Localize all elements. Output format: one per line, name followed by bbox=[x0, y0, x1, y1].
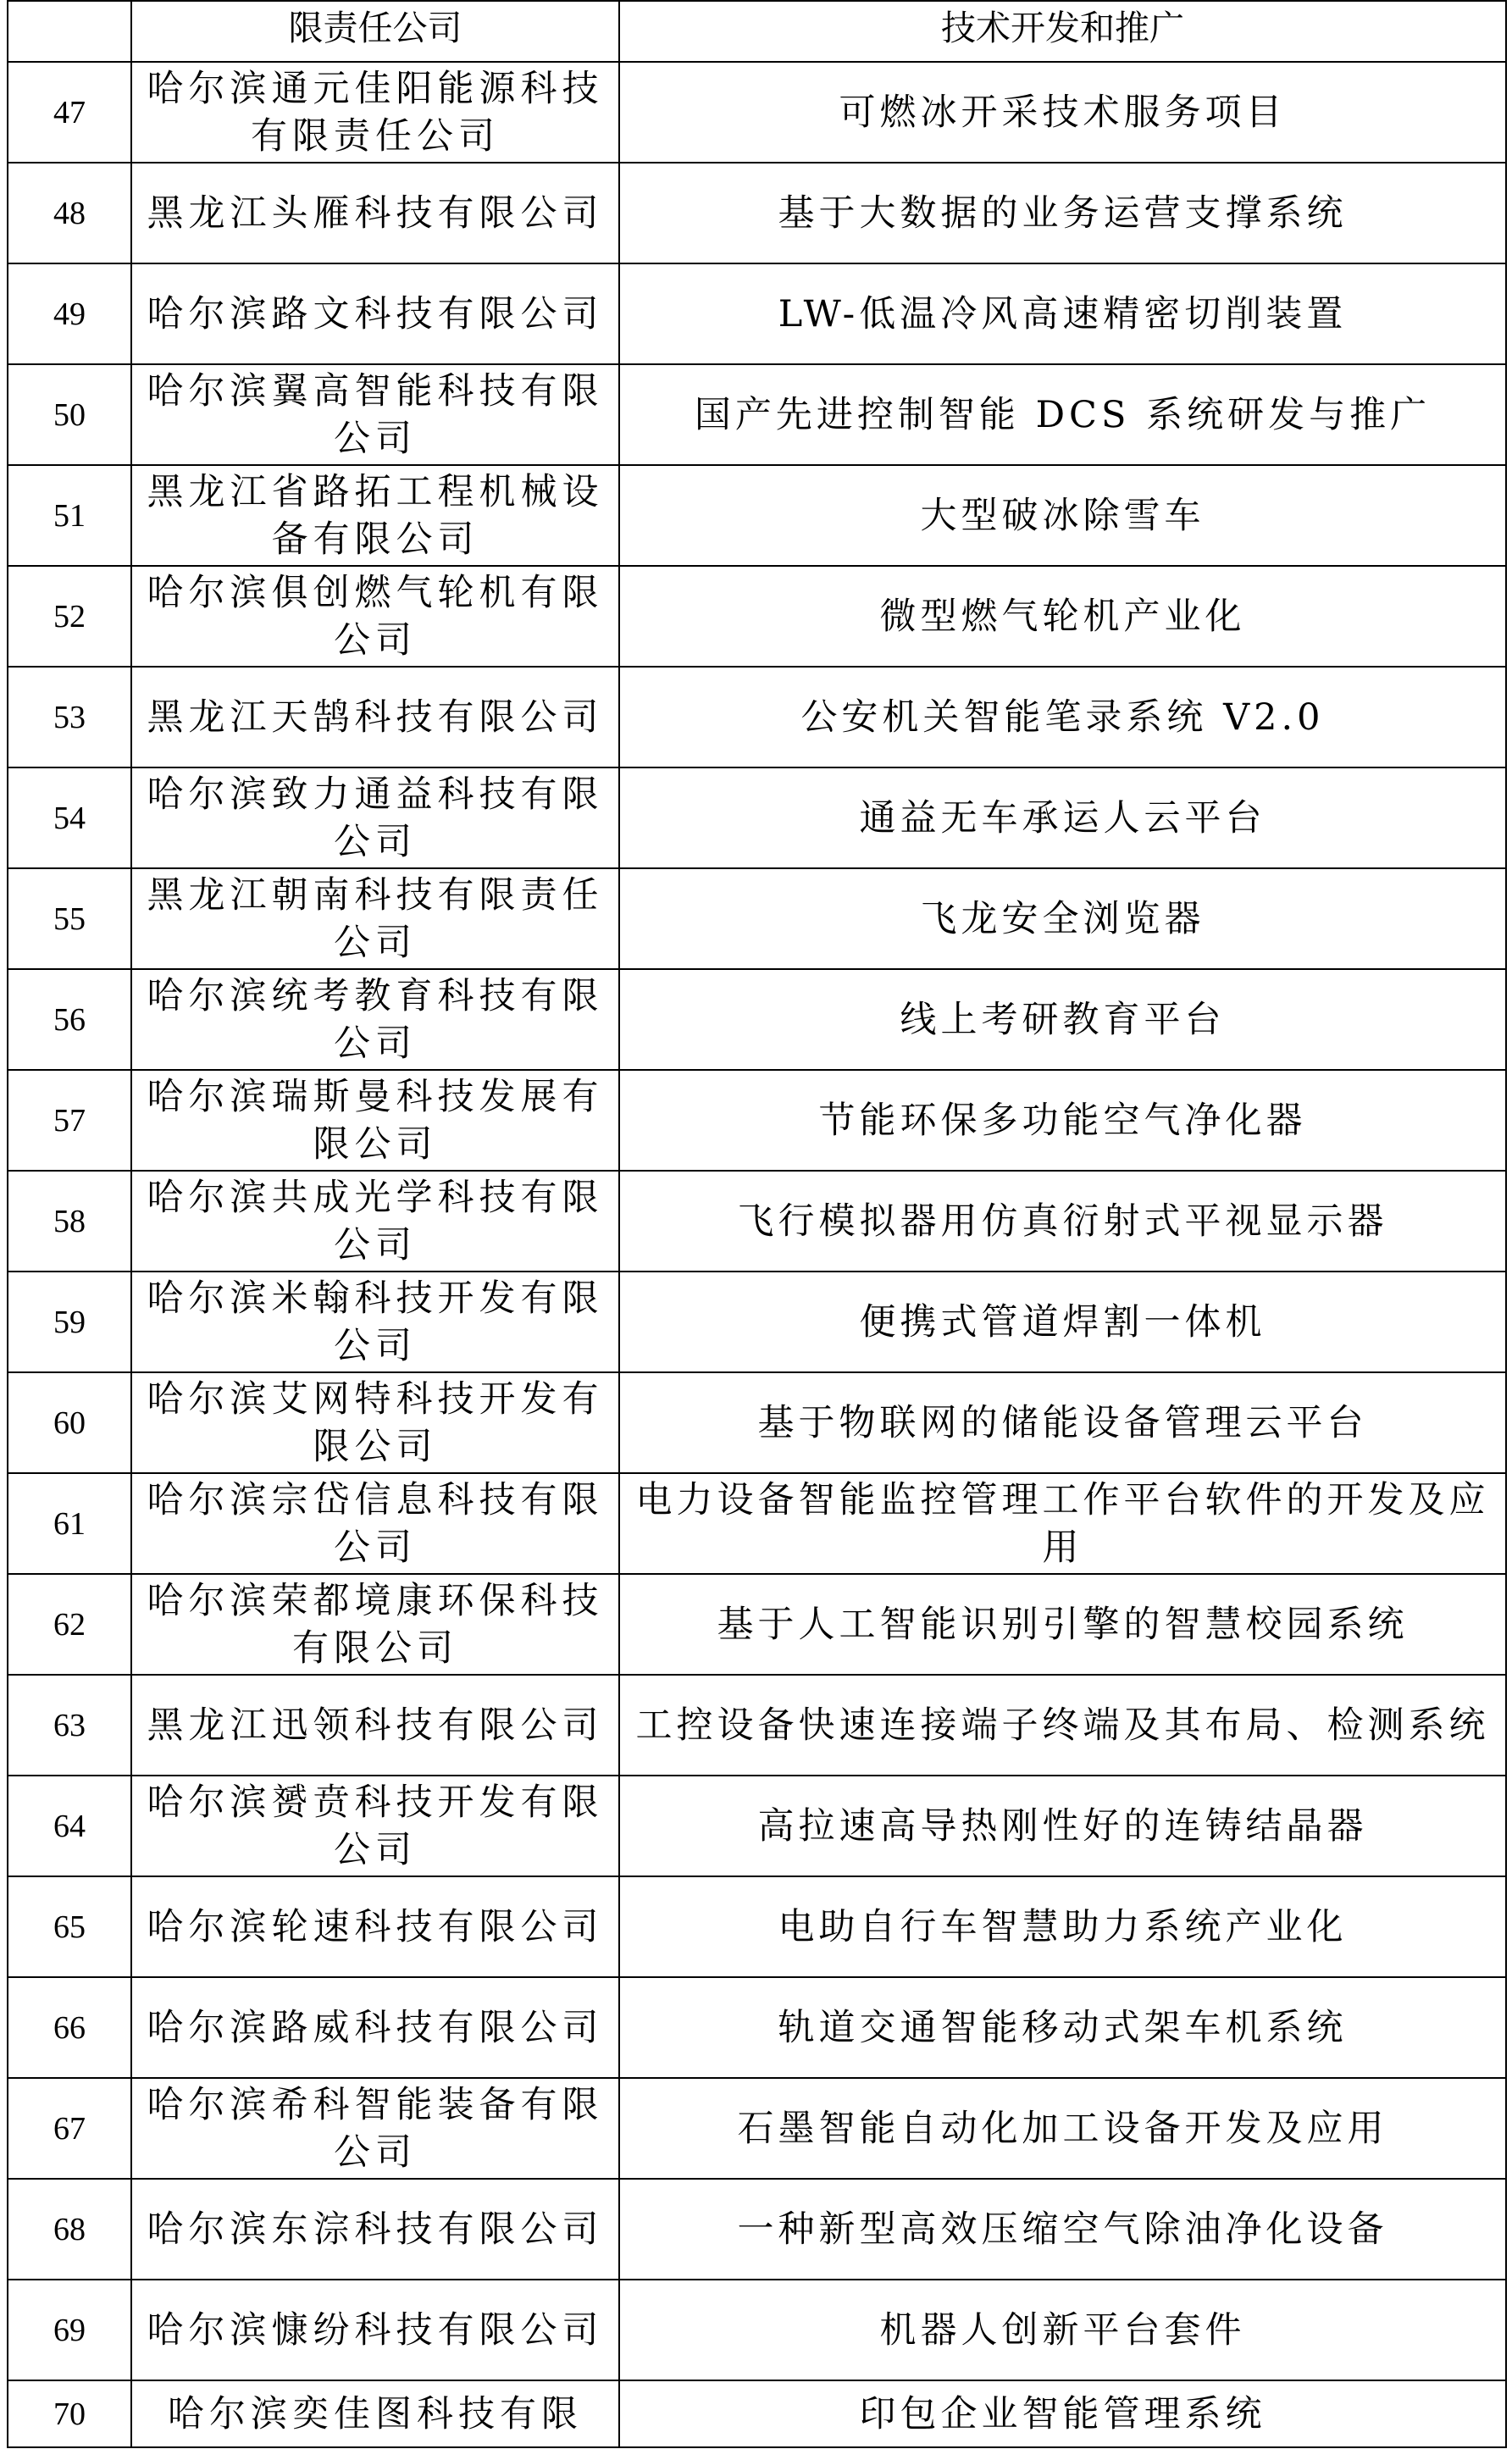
project-name: 国产先进控制智能 DCS 系统研发与推广 bbox=[619, 364, 1506, 465]
company-name: 哈尔滨轮速科技有限公司 bbox=[131, 1876, 619, 1977]
company-name: 哈尔滨统考教育科技有限公司 bbox=[131, 969, 619, 1070]
table-row bbox=[8, 163, 1506, 263]
company-name: 哈尔滨宗岱信息科技有限公司 bbox=[131, 1473, 619, 1574]
project-name: 基于人工智能识别引擎的智慧校园系统 bbox=[619, 1574, 1506, 1675]
table-row bbox=[8, 1070, 1506, 1171]
project-name: 石墨智能自动化加工设备开发及应用 bbox=[619, 2078, 1506, 2179]
row-number: 50 bbox=[8, 364, 131, 465]
table-row bbox=[8, 1977, 1506, 2078]
table-row bbox=[8, 465, 1506, 566]
company-name: 黑龙江天鹄科技有限公司 bbox=[131, 667, 619, 767]
company-name: 哈尔滨翼高智能科技有限公司 bbox=[131, 364, 619, 465]
project-name: 线上考研教育平台 bbox=[619, 969, 1506, 1070]
project-name: 电力设备智能监控管理工作平台软件的开发及应用 bbox=[619, 1473, 1506, 1574]
row-number: 51 bbox=[8, 465, 131, 566]
project-name: 便携式管道焊割一体机 bbox=[619, 1272, 1506, 1372]
header-project-fragment: 技术开发和推广 bbox=[619, 1, 1506, 62]
project-name: 基于物联网的储能设备管理云平台 bbox=[619, 1372, 1506, 1473]
company-name: 哈尔滨赟贲科技开发有限公司 bbox=[131, 1776, 619, 1876]
row-number: 47 bbox=[8, 62, 131, 163]
project-name: 电助自行车智慧助力系统产业化 bbox=[619, 1876, 1506, 1977]
table-row bbox=[8, 969, 1506, 1070]
project-name: 一种新型高效压缩空气除油净化设备 bbox=[619, 2179, 1506, 2280]
project-name: 工控设备快速连接端子终端及其布局、检测系统 bbox=[619, 1675, 1506, 1776]
project-name: 公安机关智能笔录系统 V2.0 bbox=[619, 667, 1506, 767]
project-name: 飞行模拟器用仿真衍射式平视显示器 bbox=[619, 1171, 1506, 1272]
table-header-continuation-row bbox=[8, 1, 1506, 62]
table-row bbox=[8, 2078, 1506, 2179]
row-number: 57 bbox=[8, 1070, 131, 1171]
row-number: 55 bbox=[8, 868, 131, 969]
table-row bbox=[8, 566, 1506, 667]
table-row bbox=[8, 1372, 1506, 1473]
row-number: 67 bbox=[8, 2078, 131, 2179]
table-row bbox=[8, 2280, 1506, 2380]
table-row bbox=[8, 1675, 1506, 1776]
company-name: 哈尔滨瑞斯曼科技发展有限公司 bbox=[131, 1070, 619, 1171]
company-name: 黑龙江省路拓工程机械设备有限公司 bbox=[131, 465, 619, 566]
company-name: 哈尔滨米翰科技开发有限公司 bbox=[131, 1272, 619, 1372]
row-number: 65 bbox=[8, 1876, 131, 1977]
row-number: 54 bbox=[8, 767, 131, 868]
table-body bbox=[8, 1, 1506, 2447]
project-name: 可燃冰开采技术服务项目 bbox=[619, 62, 1506, 163]
table-row bbox=[8, 767, 1506, 868]
company-name: 哈尔滨慷纷科技有限公司 bbox=[131, 2280, 619, 2380]
row-number: 49 bbox=[8, 263, 131, 364]
row-number: 58 bbox=[8, 1171, 131, 1272]
project-name: 印包企业智能管理系统 bbox=[619, 2380, 1506, 2447]
company-name: 哈尔滨路文科技有限公司 bbox=[131, 263, 619, 364]
company-name: 哈尔滨共成光学科技有限公司 bbox=[131, 1171, 619, 1272]
table-row bbox=[8, 1473, 1506, 1574]
company-project-table bbox=[7, 0, 1507, 2448]
row-number: 63 bbox=[8, 1675, 131, 1776]
row-number: 61 bbox=[8, 1473, 131, 1574]
row-number: 56 bbox=[8, 969, 131, 1070]
row-number: 64 bbox=[8, 1776, 131, 1876]
row-number: 53 bbox=[8, 667, 131, 767]
table-row bbox=[8, 2380, 1506, 2447]
company-name: 黑龙江朝南科技有限责任公司 bbox=[131, 868, 619, 969]
project-name: 机器人创新平台套件 bbox=[619, 2280, 1506, 2380]
header-company-fragment: 限责任公司 bbox=[131, 1, 619, 62]
company-name: 哈尔滨致力通益科技有限公司 bbox=[131, 767, 619, 868]
table-row bbox=[8, 1171, 1506, 1272]
row-number: 52 bbox=[8, 566, 131, 667]
company-name: 哈尔滨奕佳图科技有限 bbox=[131, 2380, 619, 2447]
company-name: 哈尔滨艾网特科技开发有限公司 bbox=[131, 1372, 619, 1473]
project-name: 微型燃气轮机产业化 bbox=[619, 566, 1506, 667]
project-name: LW-低温冷风高速精密切削装置 bbox=[619, 263, 1506, 364]
table-row bbox=[8, 1876, 1506, 1977]
project-name: 大型破冰除雪车 bbox=[619, 465, 1506, 566]
row-number: 59 bbox=[8, 1272, 131, 1372]
project-name: 节能环保多功能空气净化器 bbox=[619, 1070, 1506, 1171]
table-row bbox=[8, 1574, 1506, 1675]
row-number: 60 bbox=[8, 1372, 131, 1473]
company-name: 哈尔滨荣都境康环保科技有限公司 bbox=[131, 1574, 619, 1675]
company-name: 黑龙江迅领科技有限公司 bbox=[131, 1675, 619, 1776]
table-row bbox=[8, 1272, 1506, 1372]
row-number: 62 bbox=[8, 1574, 131, 1675]
company-name: 哈尔滨俱创燃气轮机有限公司 bbox=[131, 566, 619, 667]
row-number: 48 bbox=[8, 163, 131, 263]
project-name: 轨道交通智能移动式架车机系统 bbox=[619, 1977, 1506, 2078]
table-row bbox=[8, 62, 1506, 163]
row-number: 69 bbox=[8, 2280, 131, 2380]
table-row bbox=[8, 868, 1506, 969]
row-number: 68 bbox=[8, 2179, 131, 2280]
row-number: 70 bbox=[8, 2380, 131, 2447]
project-name: 基于大数据的业务运营支撑系统 bbox=[619, 163, 1506, 263]
header-number-cell bbox=[8, 1, 131, 62]
project-name: 通益无车承运人云平台 bbox=[619, 767, 1506, 868]
company-name: 哈尔滨路威科技有限公司 bbox=[131, 1977, 619, 2078]
company-name: 哈尔滨东淙科技有限公司 bbox=[131, 2179, 619, 2280]
table-row bbox=[8, 2179, 1506, 2280]
company-name: 哈尔滨希科智能装备有限公司 bbox=[131, 2078, 619, 2179]
project-name: 飞龙安全浏览器 bbox=[619, 868, 1506, 969]
table-row bbox=[8, 667, 1506, 767]
table-row bbox=[8, 263, 1506, 364]
company-name: 哈尔滨通元佳阳能源科技有限责任公司 bbox=[131, 62, 619, 163]
row-number: 66 bbox=[8, 1977, 131, 2078]
company-name: 黑龙江头雁科技有限公司 bbox=[131, 163, 619, 263]
table-row bbox=[8, 364, 1506, 465]
project-name: 高拉速高导热刚性好的连铸结晶器 bbox=[619, 1776, 1506, 1876]
table-row bbox=[8, 1776, 1506, 1876]
